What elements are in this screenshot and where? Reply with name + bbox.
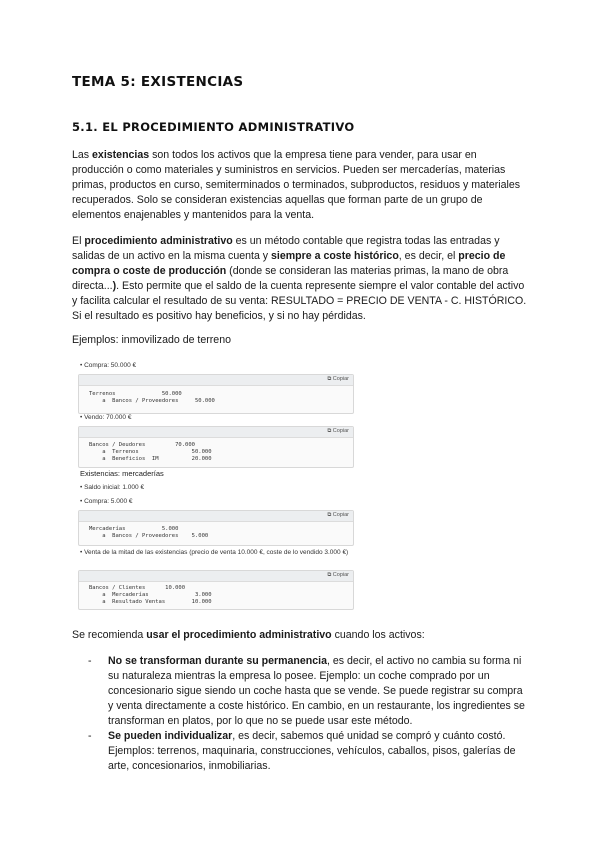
page-title: TEMA 5: EXISTENCIAS (72, 74, 244, 90)
code-line: Terrenos 50.000 (89, 391, 182, 397)
code-line: a Mercaderías 3.000 (89, 592, 212, 598)
code-block-1 (78, 374, 354, 414)
paragraph-recomendacion: Se recomienda usar el procedimiento administrativo cuando los activos: (72, 629, 425, 641)
copy-button[interactable]: ⧉ Copiar (327, 428, 349, 434)
code-line: a Terrenos 50.000 (89, 449, 212, 455)
code-line: Mercaderías 5.000 (89, 526, 179, 532)
code-line: Bancos / Deudores 70.000 (89, 442, 195, 448)
list-item: - Se pueden individualizar, es decir, sabemos qué unidad se compró y cuánto costó. Ejemplos: terrenos, maquinaria, construcciones, vehículos, caballos, pisos, galerías de arte, concesionarios, inmobiliarias. (88, 730, 516, 772)
recommendation-list (88, 654, 528, 774)
copy-button[interactable]: ⧉ Copiar (327, 376, 349, 382)
code-line: a Bancos / Proveedores 5.000 (89, 533, 209, 539)
purchase-line: • Compra: 50.000 € (80, 362, 137, 369)
list-item: - No se transforman durante su permanencia, es decir, el activo no cambia su forma ni su naturaleza mientras la empresa lo posee. Ejemplo: un coche comprado por un concesionario sigue siendo un coche hasta que se vende. Se puede registrar su compra y venta directamente a coste histórico. En cambio, en un restaurante, los ingredientes se transforman en platos, por lo que no se puede usar este método. (88, 655, 525, 727)
embedded-screenshot (78, 358, 360, 610)
purchase-line-2: • Compra: 5.000 € (80, 498, 133, 505)
copy-button[interactable]: ⧉ Copiar (327, 512, 349, 518)
paragraph-existencias: Las existencias son todos los activos que la empresa tiene para vender, para usar en producción o como materiales y suministros en servicios. Pueden ser mercaderías, materias primas, productos en curso, semiterminados o terminados, subproductos, residuos y materiales recuperados. Solo se consideran existencias aquellas que forman parte de un grupo de elementos enajenables y mantenidos para la venta. (72, 149, 521, 221)
paragraph-procedimiento: El procedimiento administrativo es un método contable que registra todas las entradas y salidas de un activo en la misma cuenta y siempre a coste histórico, es decir, el precio de compra o coste de producción (donde se consideran las materias primas, la mano de obra directa...). Esto permite que el saldo de la cuenta represente siempre el valor contable del activo y facilita calcular el resultado de su venta: RESULTADO = PRECIO DE VENTA - C. HISTÓRICO. Si el resultado es positivo hay beneficios, y si no hay pérdidas. (72, 235, 527, 322)
copy-button[interactable]: ⧉ Copiar (327, 572, 349, 578)
code-line: Bancos / Clientes 10.000 (89, 585, 186, 591)
sale-line-2: • Venta de la mitad de las existencias (precio de venta 10.000 €, coste de lo vendido 3.000 €) (80, 549, 349, 556)
initial-balance-line: • Saldo inicial: 1.000 € (80, 484, 145, 491)
examples-label: Ejemplos: inmovilizado de terreno (72, 334, 231, 346)
sale-line: • Vendo: 70.000 € (80, 414, 132, 421)
code-line: a Beneficios IM 20.000 (89, 456, 212, 462)
code-block-3 (78, 510, 354, 546)
section-heading: 5.1. EL PROCEDIMIENTO ADMINISTRATIVO (72, 120, 355, 134)
code-line: a Bancos / Proveedores 50.000 (89, 398, 215, 404)
mercaderias-heading: Existencias: mercaderías (80, 469, 164, 478)
code-line: a Resultado Ventas 10.000 (89, 599, 212, 605)
code-block-2 (78, 426, 354, 468)
code-block-4 (78, 570, 354, 610)
